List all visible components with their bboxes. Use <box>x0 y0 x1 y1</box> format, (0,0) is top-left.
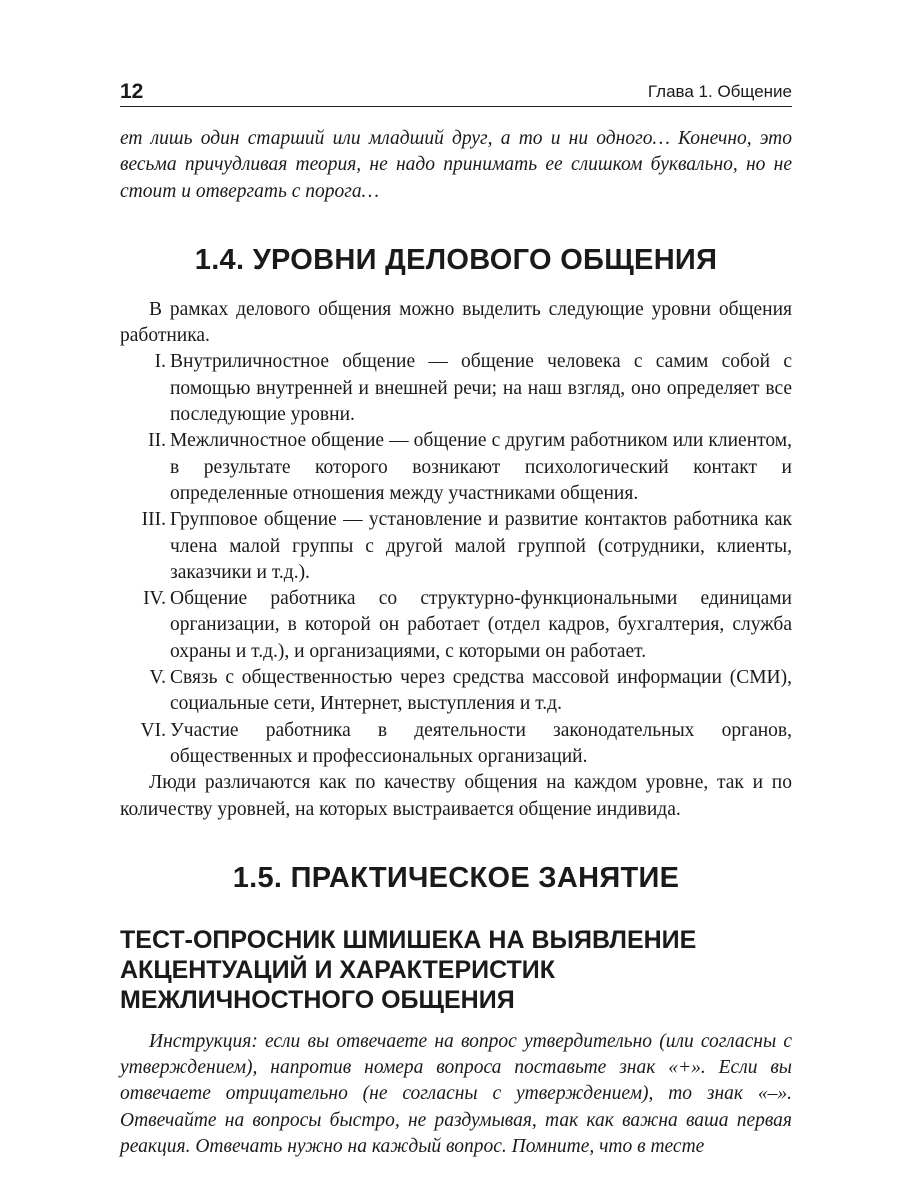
test-subheading: ТЕСТ-ОПРОСНИК ШМИШЕКА НА ВЫЯВЛЕНИЕ АКЦЕНТУАЦИЙ И ХАРАКТЕРИСТИК МЕЖЛИЧНОСТНОГО ОБЩЕНИЯ <box>120 925 697 1014</box>
list-item-number: II. <box>148 430 166 452</box>
list-item <box>120 718 792 771</box>
list-item-number: III. <box>141 509 166 531</box>
page-header <box>120 78 792 106</box>
instruction-paragraph: Инструкция: если вы отвечаете на вопрос утвердительно (или согласны с утверждением), напротив номера вопроса поставьте знак «+». Если вы отвечаете отрицательно (не согласны с утверждением), то знак «–». Отвечайте на вопросы быстро, не раздумывая, так как важна ваша первая реакция. Отвечать нужно на каждый вопрос. Помните, что в тесте <box>120 1030 792 1158</box>
list-item-text: Межличностное общение — общение с другим работником или клиентом, в результате которого возникают психологический контакт и определенные отношения между участниками общения. <box>170 430 792 504</box>
list-item-number: V. <box>149 667 166 689</box>
section-1-4-lead: В рамках делового общения можно выделить следующие уровни общения работника. <box>120 298 792 347</box>
list-item-text: Связь с общественностью через средства массовой информации (СМИ), социальные сети, Интернет, выступления и т.д. <box>170 667 792 715</box>
header-divider <box>120 106 792 107</box>
list-item-number: IV. <box>143 588 166 610</box>
list-item <box>120 586 792 665</box>
list-item <box>120 428 792 507</box>
levels-list <box>120 349 792 770</box>
list-item-text: Внутриличностное общение — общение человека с самим собой с помощью внутренней и внешней речи; на наш взгляд, оно определяет все последующие уровни. <box>170 351 792 426</box>
list-item-text: Участие работника в деятельности законодательных органов, общественных и профессиональных организаций. <box>170 719 792 767</box>
list-item-number: I. <box>154 351 166 373</box>
running-head: Глава 1. Общение <box>647 82 792 101</box>
section-1-4-heading: 1.4. УРОВНИ ДЕЛОВОГО ОБЩЕНИЯ <box>194 243 718 276</box>
page-body <box>120 126 792 1160</box>
list-item-text: Групповое общение — установление и развитие контактов работника как члена малой группы с другой малой группой (сотрудники, клиенты, заказчики и т.д.). <box>170 509 792 583</box>
page-number: 12 <box>120 80 144 103</box>
list-item-number: VI. <box>140 719 166 741</box>
section-1-5-heading: 1.5. ПРАКТИЧЕСКОЕ ЗАНЯТИЕ <box>232 861 680 894</box>
intro-paragraph: ет лишь один старший или младший друг, а то и ни одного… Конечно, это весьма причудливая теория, не надо принимать ее слишком буквально, но не стоит и отвергать с порога… <box>120 128 792 202</box>
list-item <box>120 665 792 718</box>
section-1-4-closing: Люди различаются как по качеству общения на каждом уровне, так и по количеству уровней, на которых выстраивается общение индивида. <box>120 772 792 820</box>
list-item-text: Общение работника со структурно-функциональными единицами организации, в которой он работает (отдел кадров, бухгалтерия, служба охраны и т.д.), и организациями, с которыми он работает. <box>170 588 792 662</box>
list-item <box>120 507 792 586</box>
list-item <box>120 349 792 428</box>
